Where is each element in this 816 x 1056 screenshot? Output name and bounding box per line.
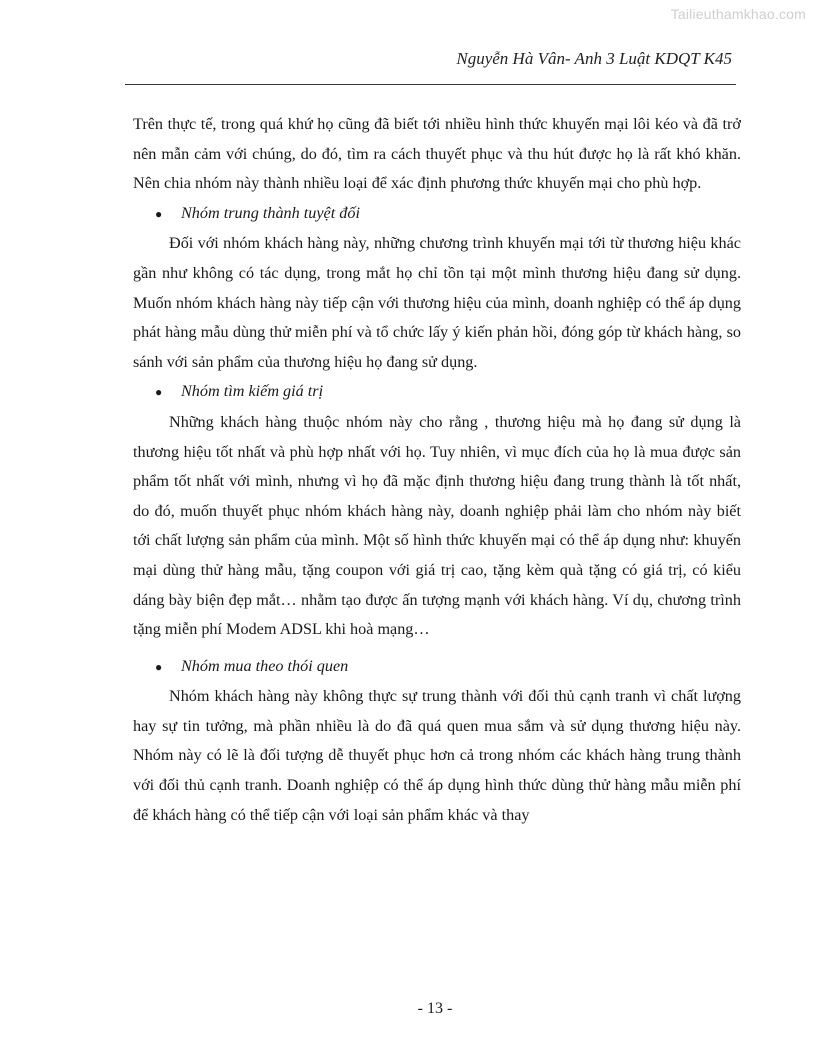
watermark-text: Tailieuthamkhao.com <box>670 6 806 22</box>
page-header: Nguyễn Hà Vân- Anh 3 Luật KDQT K45 <box>456 49 732 68</box>
bullet-heading-value: Nhóm tìm kiếm giá trị <box>181 382 324 401</box>
spacer <box>133 645 741 652</box>
bullet-icon: ● <box>155 659 163 674</box>
paragraph-loyal: Đối với nhóm khách hàng này, những chương trình khuyến mại tới từ thương hiệu khác gần như không có tác dụng, trong mắt họ chỉ tồn tại một mình thương hiệu đang sử dụng. Muốn nhóm khách hàng này tiếp cận với thương hiệu của mình, doanh nghiệp có thể áp dụng phát hàng mẫu dùng thử miễn phí và tổ chức lấy ý kiến phản hồi, đóng góp từ khách hàng, so sánh với sản phẩm của thương hiệu họ đang sử dụng. <box>133 234 741 371</box>
bullet-icon: ● <box>155 385 163 400</box>
bullet-item <box>133 377 741 408</box>
bullet-item <box>133 652 741 683</box>
header-divider <box>125 84 736 85</box>
page-body <box>133 110 741 830</box>
bullet-heading-habit: Nhóm mua theo thói quen <box>181 656 349 675</box>
paragraph-value: Những khách hàng thuộc nhóm này cho rằng , thương hiệu mà họ đang sử dụng là thương hiệu tốt nhất và phù hợp nhất với họ. Tuy nhiên, vì mục đích của họ là mua được sản phẩm tốt nhất với mình, nhưng vì họ đã mặc định thương hiệu đang trung thành là tốt nhất, do đó, muốn thuyết phục nhóm khách hàng này, doanh nghiệp phải làm cho nhóm này biết tới chất lượng sản phẩm của mình. Một số hình thức khuyến mại có thể áp dụng như: khuyến mại dùng thử hàng mẫu, tặng coupon với giá trị cao, tặng kèm quà tặng có giá trị, có kiểu dáng bày biện đẹp mắt… nhằm tạo được ấn tượng mạnh với khách hàng. Ví dụ, chương trình tặng miễn phí Modem ADSL khi hoà mạng… <box>133 412 741 639</box>
paragraph-intro: Trên thực tế, trong quá khứ họ cũng đã biết tới nhiều hình thức khuyến mại lôi kéo và đã trở nên mẫn cảm với chúng, do đó, tìm ra cách thuyết phục và thu hút được họ là rất khó khăn. Nên chia nhóm này thành nhiều loại để xác định phương thức khuyến mại cho phù hợp. <box>133 115 741 193</box>
page-number: - 13 - <box>417 1000 453 1017</box>
bullet-icon: ● <box>155 206 163 221</box>
paragraph-habit: Nhóm khách hàng này không thực sự trung thành với đối thủ cạnh tranh vì chất lượng hay sự tin tưởng, mà phần nhiều là do đã quá quen mua sắm và sử dụng thương hiệu này. Nhóm này có lẽ là đối tượng dễ thuyết phục hơn cả trong nhóm các khách hàng trung thành với đối thủ cạnh tranh. Doanh nghiệp có thể áp dụng hình thức dùng thử hàng mẫu miễn phí để khách hàng có thể tiếp cận với loại sản phẩm khác và thay <box>133 687 741 824</box>
bullet-heading-loyal: Nhóm trung thành tuyệt đối <box>181 203 360 222</box>
bullet-item <box>133 199 741 230</box>
